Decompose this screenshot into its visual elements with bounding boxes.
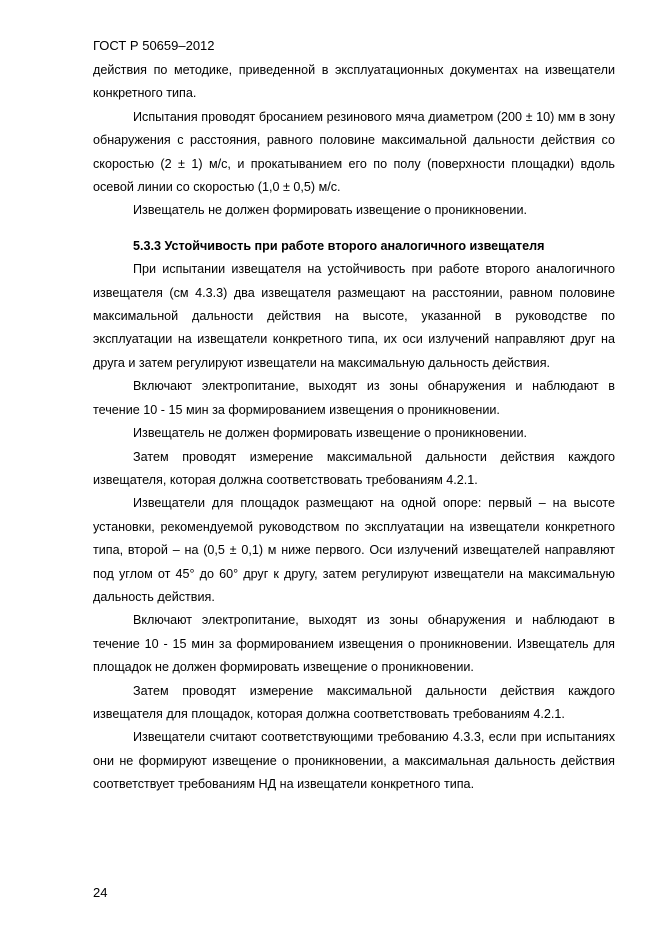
section-heading: 5.3.3 Устойчивость при работе второго аналогичного извещателя	[133, 238, 545, 253]
section-paragraph: Извещатели считают соответствующими требованию 4.3.3, если при испытаниях они не формируют извещение о проникновении, а максимальная дальность действия соответствует требованиям НД на извещатели конкретного типа.	[93, 730, 615, 792]
section-paragraph: Включают электропитание, выходят из зоны обнаружения и наблюдают в течение 10 - 15 мин за формированием извещения о проникновении.	[93, 379, 615, 417]
section-paragraph: При испытании извещателя на устойчивость при работе второго аналогичного извещателя (см 4.3.3) два извещателя размещают на расстоянии, равном половине максимальной дальности действия на высоте, указанной в руководстве по эксплуатации на извещатели конкретного типа, их оси излучений направляют друг на друга и затем регулируют извещатели на максимальную дальность действия.	[93, 262, 615, 370]
page-number: 24	[93, 885, 108, 900]
continuation-paragraph: действия по методике, приведенной в эксплуатационных документах на извещатели конкретного типа.	[93, 63, 615, 101]
section-paragraph: Затем проводят измерение максимальной дальности действия каждого извещателя, которая должна соответствовать требованиям 4.2.1.	[93, 449, 615, 487]
document-body	[93, 59, 615, 797]
section-paragraph: Затем проводят измерение максимальной дальности действия каждого извещателя для площадок, которая должна соответствовать требованиям 4.2.1.	[93, 683, 615, 721]
paragraph-requirement: Извещатель не должен формировать извещение о проникновении.	[133, 203, 527, 218]
section-paragraph: Извещатель не должен формировать извещение о проникновении.	[133, 426, 527, 441]
paragraph-test-method: Испытания проводят бросанием резинового мяча диаметром (200 ± 10) мм в зону обнаружения с расстояния, равного половине максимальной дальности действия со скоростью (2 ± 1) м/с, и прокатыванием его по полу (поверхности площадки) вдоль осевой линии со скоростью (1,0 ± 0,5) м/с.	[93, 109, 615, 195]
section-paragraph: Извещатели для площадок размещают на одной опоре: первый – на высоте установки, рекомендуемой руководством по эксплуатации на извещатели конкретного типа, второй – на (0,5 ± 0,1) м ниже первого. Оси излучений извещателей направляют под углом от 45° до 60° друг к другу, затем регулируют извещатели на максимальную дальность действия.	[93, 496, 615, 604]
document-header: ГОСТ Р 50659–2012	[93, 38, 215, 53]
section-paragraph: Включают электропитание, выходят из зоны обнаружения и наблюдают в течение 10 - 15 мин за формированием извещения о проникновении. Извещатель для площадок не должен формировать извещение о проникновении.	[93, 613, 615, 675]
